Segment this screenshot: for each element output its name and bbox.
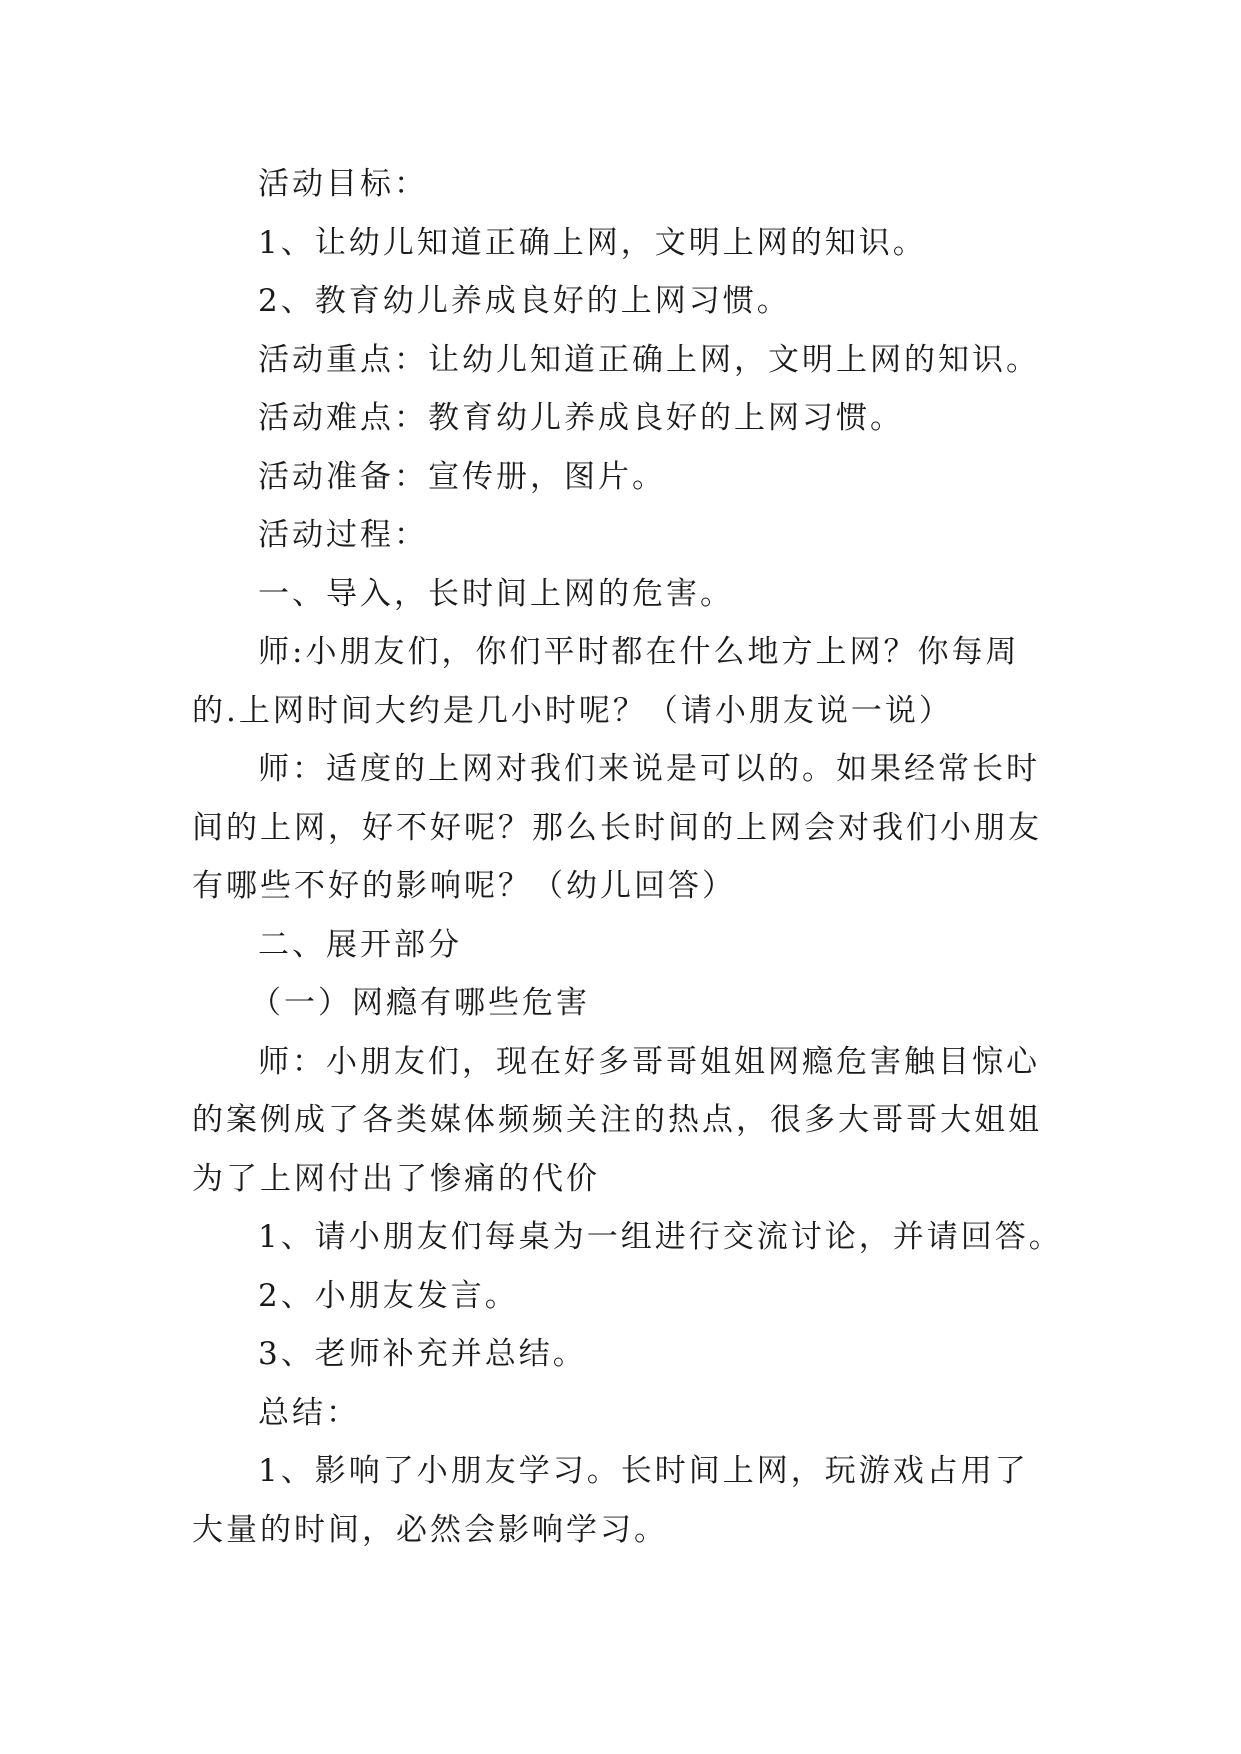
paragraph-step-2: 2、小朋友发言。 xyxy=(258,1277,519,1314)
paragraph-step-3: 3、老师补充并总结。 xyxy=(258,1336,587,1372)
document-body xyxy=(192,155,1063,1559)
paragraph-section-intro: 一、导入，长时间上网的危害。 xyxy=(258,575,734,612)
paragraph-difficulty: 活动难点：教育幼儿养成良好的上网习惯。 xyxy=(258,400,904,436)
paragraph-preparation: 活动准备：宣传册，图片。 xyxy=(258,458,666,495)
paragraph-process: 活动过程： xyxy=(258,517,428,553)
paragraph-subsection-harm: （一）网瘾有哪些危害 xyxy=(250,985,590,1021)
paragraph-goal-1: 1、让幼儿知道正确上网，文明上网的知识。 xyxy=(258,224,927,261)
paragraph-summary-1: 1、影响了小朋友学习。长时间上网，玩游戏占用了大量的时间，必然会影响学习。 xyxy=(192,1453,1029,1548)
paragraph-key-point: 活动重点：让幼儿知道正确上网，文明上网的知识。 xyxy=(258,341,1040,378)
paragraph-summary-heading: 总结： xyxy=(258,1394,360,1431)
paragraph-section-main: 二、展开部分 xyxy=(258,926,462,963)
paragraph-goal-2: 2、教育幼儿养成良好的上网习惯。 xyxy=(258,283,791,319)
paragraph-teacher-question-2: 师：适度的上网对我们来说是可以的。如果经常长时间的上网，好不好呢？那么长时间的上网会对我们小朋友有哪些不好的影响呢？（幼儿回答） xyxy=(192,751,1042,904)
paragraph-step-1: 1、请小朋友们每桌为一组进行交流讨论，并请回答。 xyxy=(258,1219,1063,1255)
paragraph-teacher-case: 师：小朋友们，现在好多哥哥姐姐网瘾危害触目惊心的案例成了各类媒体频频关注的热点，很多大哥哥大姐姐为了上网付出了惨痛的代价 xyxy=(192,1043,1042,1197)
paragraph-activity-goals: 活动目标： xyxy=(258,166,428,202)
paragraph-teacher-question-1: 师:小朋友们，你们平时都在什么地方上网？你每周的.上网时间大约是几小时呢？（请小朋友说一说） xyxy=(192,634,1020,729)
